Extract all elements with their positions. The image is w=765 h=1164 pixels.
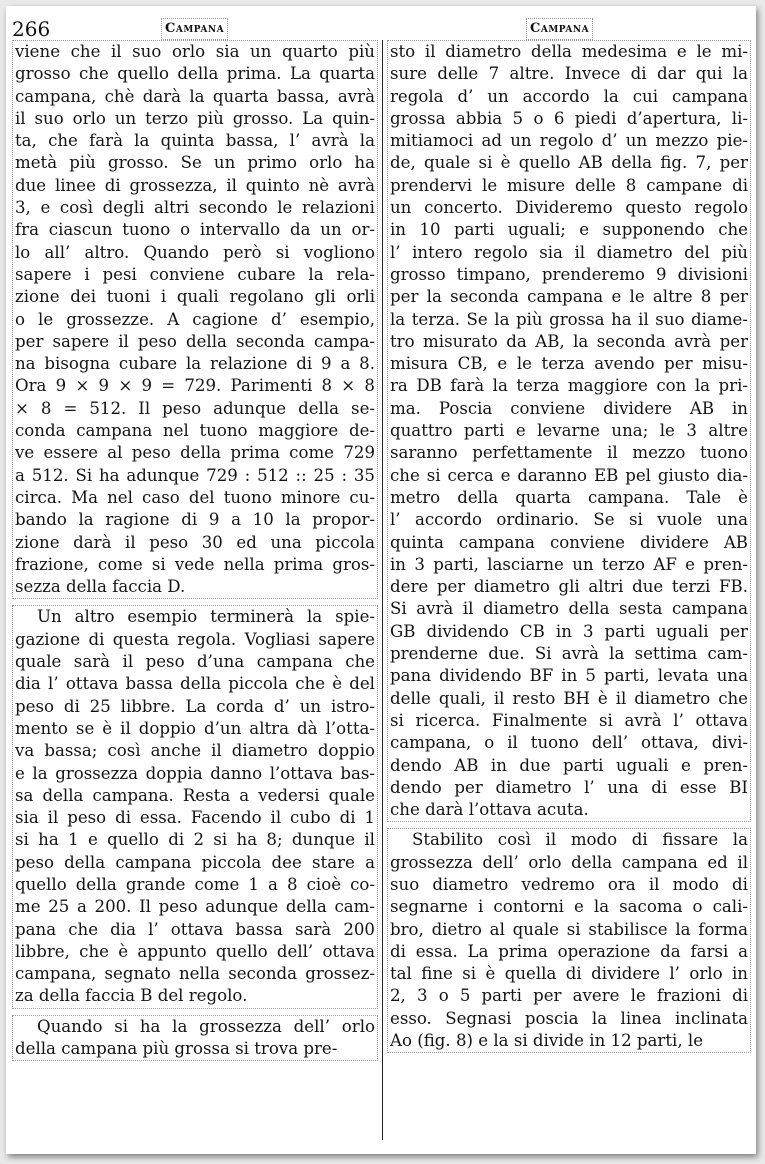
text-line: misura CB, e le terza avendo per misu- [390, 354, 748, 374]
text-line: sure delle 7 altre. Invece di dar qui la [390, 64, 748, 84]
text-line: na bisogna cubare la relazione di 9 a 8. [15, 354, 375, 374]
text-line: l’ accordo ordinario. Se si vuole una [390, 510, 748, 530]
text-line: sapere i pesi conviene cubare la rela- [15, 264, 375, 284]
text-line: prendervi le misure delle 8 campane di [390, 175, 748, 195]
text-line: si ha 1 e quello di 2 si ha 8; dunque il [15, 830, 375, 850]
text-line: de, quale si è quello AB della fig. 7, per [390, 153, 748, 173]
text-line: due linee di grossezza, il quinto nè avrà [15, 175, 375, 195]
right-column [387, 40, 751, 1059]
text-line: 2, 3 o 5 parti per avere le frazioni di [390, 986, 748, 1006]
text-line: pana che dia l’ ottava bassa sarà 200 [15, 919, 375, 939]
text-line: e la grossezza doppia danno l’ottava bas- [15, 763, 375, 783]
text-line: conda campana nel tuono maggiore de- [15, 421, 375, 441]
text-line: in 3 parti, lasciarne un terzo AF e pren- [390, 554, 748, 574]
text-line: grosso timpano, prenderemo 9 divisioni [390, 264, 748, 284]
running-head-left-title: Campana [161, 18, 228, 40]
text-line: ma. Poscia conviene dividere AB in [390, 398, 748, 418]
text-line: peso di 25 libbre. La corda d’ un istro- [15, 696, 375, 716]
text-line: lo all’ altro. Quando però si vogliono [15, 242, 375, 262]
text-line: tal fine si è quella di dividere l’ orlo in [390, 964, 748, 984]
text-line: o le grossezze. A cagione d’ esempio, [15, 309, 375, 329]
text-line: quello della grande come 1 a 8 cioè co- [15, 874, 375, 894]
text-line: dendo AB in due parti uguali e pren- [390, 755, 748, 775]
text-line: segnarne i contorni e la sacoma o cali- [390, 897, 748, 917]
column-divider [382, 40, 383, 1140]
paragraph [12, 1015, 378, 1062]
text-line: metà più grosso. Se un primo orlo ha [15, 153, 375, 173]
text-line: dia l’ ottava bassa della piccola che è del [15, 674, 375, 694]
text-line: × 8 = 512. Il peso adunque della se- [15, 398, 375, 418]
text-line: sa della campana. Resta a vedersi quale [15, 785, 375, 805]
paragraph [387, 828, 751, 1053]
text-line: circa. Ma nel caso del tuono minore cu- [15, 487, 375, 507]
text-line: delle quali, il resto BH è il diametro che [390, 688, 748, 708]
text-line: GB dividendo CB in 3 parti uguali per [390, 621, 748, 641]
text-line: pana dividendo BF in 5 parti, levata una [390, 666, 748, 686]
text-line: Stabilito così il modo di fissare la [412, 830, 748, 850]
text-line: gazione di questa regola. Vogliasi sapere [15, 629, 375, 649]
text-line: Si avrà il diametro della sesta campana [390, 599, 748, 619]
text-line: un concerto. Divideremo questo regolo [390, 198, 748, 218]
paragraph [12, 605, 378, 1008]
text-line: prenderne due. Si avrà la settima cam- [390, 644, 748, 664]
text-line: quattro parti e levarne una; le 3 altre [390, 421, 748, 441]
text-line: quale sarà il peso d’una campana che [15, 652, 375, 672]
text-line: saranno perfettamente il mezzo tuono [390, 443, 748, 463]
text-line: in 10 parti uguali; e supponendo che [390, 220, 748, 240]
text-line: Un altro esempio terminerà la spie- [37, 607, 375, 627]
text-line: 3, e così degli altri secondo le relazioni [15, 198, 375, 218]
page-number: 266 [12, 17, 51, 41]
text-line: va bassa; così anche il diametro doppio [15, 741, 375, 761]
text-line: ra DB farà la terza maggiore con la pri- [390, 376, 748, 396]
text-line: mitiamoci ad un regolo d’ un mezzo pie- [390, 131, 748, 151]
left-column [12, 40, 378, 1067]
text-line: peso della campana piccola dee stare a [15, 852, 375, 872]
text-line: viene che il suo orlo sia un quarto più [15, 42, 375, 61]
paragraph [387, 40, 751, 822]
text-line: Ora 9 × 9 × 9 = 729. Parimenti 8 × 8 [15, 376, 375, 396]
text-line: dendo per diametro l’ una di esse BI [390, 777, 748, 797]
text-line: mento se è il doppio d’un altra dà l’otta- [15, 718, 375, 738]
text-line: campana, segnato nella seconda grossez- [15, 964, 375, 984]
text-line: che darà l’ottava acuta. [390, 800, 589, 820]
text-line: Quando si ha la grossezza dell’ orlo [37, 1016, 375, 1036]
text-line: a 512. Si ha adunque 729 : 512 :: 25 : 35 [15, 465, 375, 485]
text-line: che si cerca e daranno EB pel giusto dia- [390, 465, 748, 485]
text-line: sto il diametro della medesima e le mi- [390, 42, 748, 61]
text-line: ta, che farà la quinta bassa, l’ avrà la [15, 131, 375, 151]
text-line: Ao (fig. 8) e la si divide in 12 parti, le [390, 1031, 704, 1051]
text-line: la terza. Se la più grossa ha il suo diame- [390, 309, 748, 329]
text-line: metro della quarta campana. Tale è [390, 487, 748, 507]
text-line: grossa abbia 5 o 6 piedi d’apertura, li- [390, 108, 748, 128]
text-line: sezza della faccia D. [15, 577, 186, 597]
text-line: ve essere al peso della prima come 729 [15, 443, 375, 463]
text-line: libbre, che è appunto quello dell’ ottava [15, 941, 375, 961]
text-line: zione dei tuoni i quali regolano gli orli [15, 287, 375, 307]
text-line: grosso che quello della prima. La quarta [15, 64, 375, 84]
text-line: bando la ragione di 9 a 10 la propor- [15, 510, 375, 530]
text-line: campana, chè darà la quarta bassa, avrà [15, 86, 375, 106]
text-line: per sapere il peso della seconda campa- [15, 331, 375, 351]
text-line: fra ciascun tuono o intervallo da un or- [15, 220, 375, 240]
text-line: za della faccia B del regolo. [15, 986, 248, 1006]
text-line: frazione, come si vede nella prima gros- [15, 554, 375, 574]
text-line: tro misurato da AB, la seconda avrà per [390, 331, 748, 351]
text-line: per la seconda campana e le altre 8 per [390, 287, 748, 307]
text-line: campana, o il tuono dell’ ottava, divi- [390, 733, 748, 753]
text-line: suo diametro vedremo ora il modo di [390, 874, 748, 894]
text-line: bro, dietro al quale si stabilisce la forma [390, 919, 748, 939]
text-line: zione darà il peso 30 ed una piccola [15, 532, 375, 552]
text-line: grossezza dell’ orlo della campana ed il [390, 852, 748, 872]
text-line: regola d’ un accordo la cui campana [390, 86, 748, 106]
running-head [6, 16, 756, 42]
paragraph [12, 40, 378, 599]
text-line: della campana più grossa si trova pre- [15, 1039, 338, 1059]
running-head-right-title: Campana [526, 18, 593, 40]
text-line: sia il peso di essa. Facendo il cubo di 1 [15, 808, 375, 828]
text-line: si ricerca. Finalmente si avrà l’ ottava [390, 710, 748, 730]
text-line: l’ intero regolo sia il diametro del più [390, 242, 748, 262]
text-line: di essa. La prima operazione da farsi a [390, 941, 748, 961]
text-line: me 25 a 200. Il peso adunque della cam- [15, 897, 375, 917]
text-line: esso. Segnasi poscia la linea inclinata [390, 1008, 748, 1028]
book-page [6, 6, 756, 1154]
text-line: dere per diametro gli altri due terzi FB. [390, 577, 748, 597]
text-line: il suo orlo un terzo più grosso. La quin- [15, 108, 375, 128]
text-line: quinta campana conviene dividere AB [390, 532, 748, 552]
